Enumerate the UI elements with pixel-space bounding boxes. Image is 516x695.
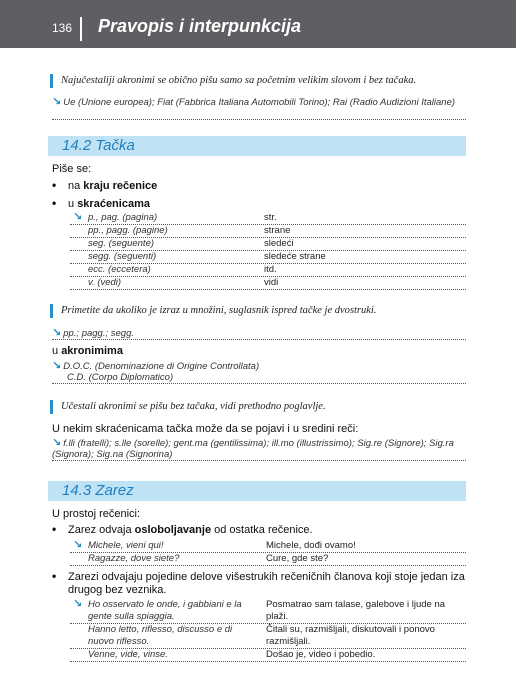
line-prefix: u [52, 345, 62, 357]
note-frequent-acronyms [50, 400, 476, 414]
example-text: D.O.C. (Denominazione di Origine Controllata) [63, 361, 260, 372]
table-row [70, 649, 466, 662]
table-row [70, 238, 466, 251]
table-row [70, 553, 466, 566]
example-serbian: Posmatrao sam talase, galebove i ljude na plaži. [266, 599, 446, 622]
page-header [0, 0, 516, 48]
example-italian: Ragazze, dove siete? [88, 553, 180, 564]
bullet-kraj-recenice [68, 180, 157, 193]
example-arrow-icon: ↘ [73, 538, 83, 551]
example-arrow-icon: ↘ [73, 210, 83, 223]
example-arrow-icon: ↘ [73, 597, 83, 610]
pise-se-label: Piše se: [52, 163, 92, 175]
note-acronyms [50, 74, 476, 88]
example-italian: Michele, vieni qui! [88, 540, 164, 551]
chapter-title: Pravopis i interpunkcija [98, 16, 302, 36]
note-text: Najučestaliji akronimi se obično pišu samo sa početnim velikim slovom i bez tačaka. [61, 75, 417, 86]
abbr-italian: ecc. (eccetera) [88, 264, 151, 275]
table-row [70, 624, 466, 649]
page-number: 136 [52, 21, 73, 35]
mid-word-dot-text: U nekim skraćenicama tačka može da se pojavi i u sredini reči: [52, 423, 359, 435]
abbr-serbian: strane [264, 225, 291, 236]
abbr-italian: seg. (seguente) [88, 238, 155, 249]
bullet-emphasis: kraju rečenice [83, 180, 158, 192]
example-italian: Hanno letto, riflesso, discusso e di nuovo riflesso. [88, 624, 233, 647]
example-arrow-icon: ↘ [52, 436, 62, 449]
example-arrow-icon: ↘ [52, 95, 62, 108]
header-separator [80, 17, 82, 41]
abbr-serbian: itd. [264, 264, 277, 275]
example-text: C.D. (Corpo Diplomatico) [67, 372, 174, 383]
table-row [70, 599, 466, 624]
bullet-icon: • [52, 569, 57, 583]
bullet-emphasis: skraćenicama [77, 198, 150, 210]
table-row [70, 540, 466, 553]
example-serbian: Cure, gde ste? [266, 553, 329, 564]
example-arrow-icon: ↘ [52, 326, 62, 339]
akronimi-line [52, 345, 123, 358]
note-plural [50, 304, 476, 318]
table-row [70, 264, 466, 277]
abbr-italian: pp., pagg. (pagine) [88, 225, 168, 236]
table-row [70, 225, 466, 238]
bullet-icon: • [52, 178, 57, 192]
line-emphasis: akronimima [61, 345, 123, 357]
example-plural [52, 327, 466, 340]
bullet-prefix: Zarez odvaja [68, 524, 135, 536]
table-row [70, 277, 466, 290]
example-serbian: Michele, dođi ovamo! [266, 540, 356, 551]
abbr-serbian: vidi [264, 277, 279, 288]
bullet-prefix: u [68, 198, 78, 210]
section-title: 14.3 Zarez [62, 482, 134, 499]
bullet-icon: • [52, 522, 57, 536]
table-row [70, 212, 466, 225]
bullet-visestruki: Zarezi odvajaju pojedine delove višestrukih rečeničnih članova koji stoje jedan iza drugog bez veznika. [68, 571, 465, 596]
note-text: Učestali akronimi se pišu bez tačaka, vidi prethodno poglavlje. [61, 401, 326, 412]
bullet-emphasis: osloboljavanje [134, 524, 212, 536]
example-italian: Venne, vide, vinse. [88, 649, 168, 660]
abbr-italian: segg. (seguenti) [88, 251, 157, 262]
abbr-italian: p., pag. (pagina) [88, 212, 158, 223]
example-akronimi [52, 360, 466, 384]
bullet-icon: • [52, 196, 57, 210]
example-text: f.lli (fratelli); s.lle (sorelle); gent.ma (gentilissima); ill.mo (illustrissimo); Sig.re (Signore); Sig.ra (Signora); Sig.na (Signorina) [52, 438, 454, 460]
example-italian: Ho osservato le onde, i gabbiani e la gente sulla spiaggia. [88, 599, 242, 622]
note-text: Primetite da ukoliko je izraz u množini, suglasnik ispred tačke je dvostruki. [61, 305, 377, 316]
section-heading-tacka [48, 136, 466, 156]
bullet-suffix: od ostatka rečenice. [211, 524, 313, 536]
abbr-serbian: sledeći [264, 238, 294, 249]
section-title: 14.2 Tačka [62, 137, 135, 154]
example-mid-word-dot [52, 437, 466, 461]
example-serbian: Čitali su, razmišljali, diskutovali i ponovo razmišljali. [266, 624, 435, 647]
bullet-prefix: na [68, 180, 84, 192]
abbr-serbian: str. [264, 212, 277, 223]
bullet-oslovljavanje [68, 524, 468, 537]
example-serbian: Došao je, video i pobedio. [266, 649, 376, 660]
example-text: Ue (Unione europea); Fiat (Fabbrica Italiana Automobili Torino); Rai (Radio Audizioni Italiane) [63, 97, 456, 108]
section-heading-zarez [48, 481, 466, 501]
abbr-serbian: sledeće strane [264, 251, 326, 262]
table-row [70, 251, 466, 264]
abbr-italian: v. (vedi) [88, 277, 122, 288]
u-prostoj-label: U prostoj rečenici: [52, 508, 141, 520]
example-acronyms [52, 96, 466, 120]
example-arrow-icon: ↘ [52, 359, 62, 372]
example-text: pp.; pagg.; segg. [63, 328, 134, 339]
